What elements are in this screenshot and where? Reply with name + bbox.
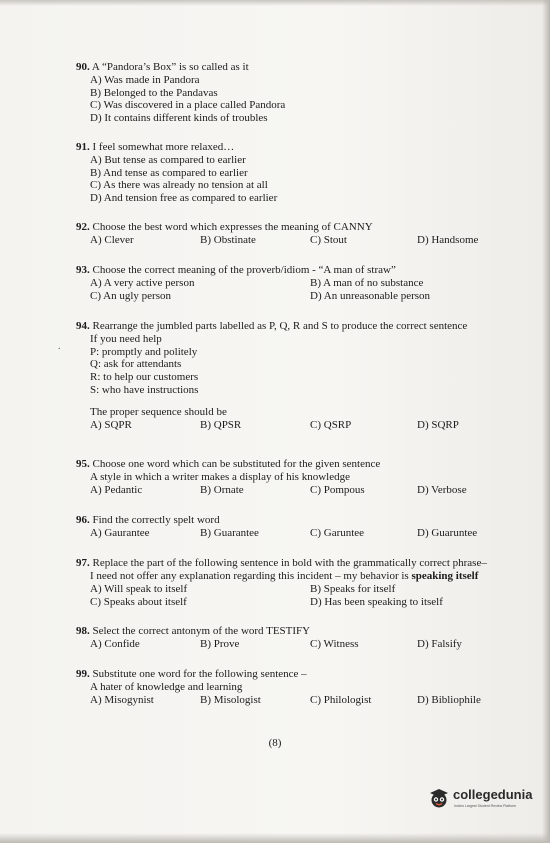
question-number: 93. [76,264,90,276]
option-b: B) Speaks for itself [310,582,396,595]
question-text: A “Pandora’s Box” is so called as it [91,61,249,73]
part-r: R: to help our customers [90,371,199,384]
option-c: C) Stout [310,233,347,246]
question-line: If you need help [90,332,162,345]
question-text: Find the correctly spelt word [92,514,220,526]
options-row [90,693,481,707]
option-c: C) Pompous [310,483,365,496]
question-line: The proper sequence should be [90,405,227,418]
option-a: A) Confide [90,637,140,650]
question-98 [76,625,462,651]
option-b: B) A man of no substance [310,276,424,289]
question-text: Replace the part of the following sentence in bold with the grammatically correct phrase– [92,557,487,569]
page-bottom-shadow [0,833,550,843]
question-96 [76,514,478,540]
option-d: D) SQRP [417,418,459,431]
option-b: B) And tense as compared to earlier [90,166,248,179]
option-b: B) Obstinate [200,233,256,246]
logo-tagline: India's Largest Student Review Platform [454,804,517,808]
page-number: (8) [268,737,282,749]
option-d: D) Has been speaking to itself [310,595,443,608]
option-c: C) QSRP [310,418,352,431]
option-b: B) Misologist [200,693,261,706]
question-number: 96. [76,514,90,526]
option-d: D) It contains different kinds of troubles [90,112,268,125]
question-95 [76,458,467,497]
question-text: Choose the correct meaning of the proverb/idiom - “A man of straw” [92,264,396,276]
options-row [90,233,479,247]
question-94 [76,320,467,432]
option-c: C) Philologist [310,693,372,706]
options-row [90,526,478,540]
option-c: C) Speaks about itself [90,595,187,608]
option-a: A) Was made in Pandora [90,73,200,86]
option-b: B) Ornate [200,483,244,496]
sentence-text: I need not offer any explanation regarding this incident – my behavior is [90,569,412,582]
options-row [90,583,487,596]
question-92 [76,221,479,247]
option-a: A) A very active person [90,276,195,289]
question-99 [76,668,481,707]
question-line: A hater of knowledge and learning [90,680,243,693]
option-c: C) As there was already no tension at all [90,179,268,192]
question-text: Select the correct antonym of the word TESTIFY [92,625,311,637]
option-d: D) Handsome [417,233,479,246]
question-number: 92. [76,221,90,233]
question-93 [76,264,431,303]
question-text: Choose one word which can be substituted for the given sentence [92,458,381,470]
logo-wordmark: collegedunia [453,787,533,802]
question-number: 90. [76,61,90,73]
question-97 [76,557,487,609]
options-row [90,419,467,432]
part-s: S: who have instructions [90,383,199,396]
page-top-shadow [0,0,550,6]
option-a: A) Misogynist [90,693,154,706]
option-a: A) Clever [90,233,134,246]
question-90 [76,61,285,125]
part-q: Q: ask for attendants [90,358,182,371]
option-c: C) An ugly person [90,289,171,302]
option-a: A) Pedantic [90,483,143,496]
options-row [90,276,424,290]
bold-phrase: speaking itself [411,569,479,582]
options-row [90,596,487,609]
option-d: D) Bibliophile [417,693,481,706]
question-text: Substitute one word for the following sentence – [92,668,307,680]
option-a: A) SQPR [90,418,132,431]
option-d: D) Guaruntee [417,526,478,539]
option-b: B) Belonged to the Pandavas [90,86,218,99]
options-row [90,483,467,497]
question-sentence [76,570,487,583]
option-a: A) But tense as compared to earlier [90,153,246,166]
option-d: D) Falsify [417,637,462,650]
option-a: A) Will speak to itself [90,582,188,595]
option-d: D) And tension free as compared to earlier [90,192,278,205]
options-row [90,637,462,651]
option-b: B) Prove [200,637,240,650]
question-line: A style in which a writer makes a display of his knowledge [90,470,350,483]
options-row [90,289,431,303]
question-number: 97. [76,557,90,569]
question-number: 95. [76,458,90,470]
option-a: A) Gaurantee [90,526,150,539]
option-b: B) QPSR [200,418,242,431]
option-b: B) Guarantee [200,526,259,539]
question-number: 99. [76,668,90,680]
question-number: 94. [76,320,90,332]
option-d: D) Verbose [417,483,467,496]
question-number: 98. [76,625,90,637]
option-d: D) An unreasonable person [310,289,431,302]
question-number: 91. [76,141,90,153]
option-c: C) Garuntee [310,526,365,539]
margin-mark: . [58,341,61,352]
option-c: C) Witness [310,637,359,650]
question-text: Rearrange the jumbled parts labelled as P, Q, R and S to produce the correct sentence [92,320,468,332]
collegedunia-logo [428,785,533,813]
page-right-shadow [542,0,550,843]
question-stem [76,61,285,74]
part-p: P: promptly and politely [90,345,198,358]
graduate-mascot-icon [428,787,450,809]
question-91 [76,141,277,205]
question-text: Choose the best word which expresses the meaning of CANNY [92,221,373,233]
option-c: C) Was discovered in a place called Pandora [90,99,286,112]
question-text: I feel somewhat more relaxed… [92,141,235,153]
